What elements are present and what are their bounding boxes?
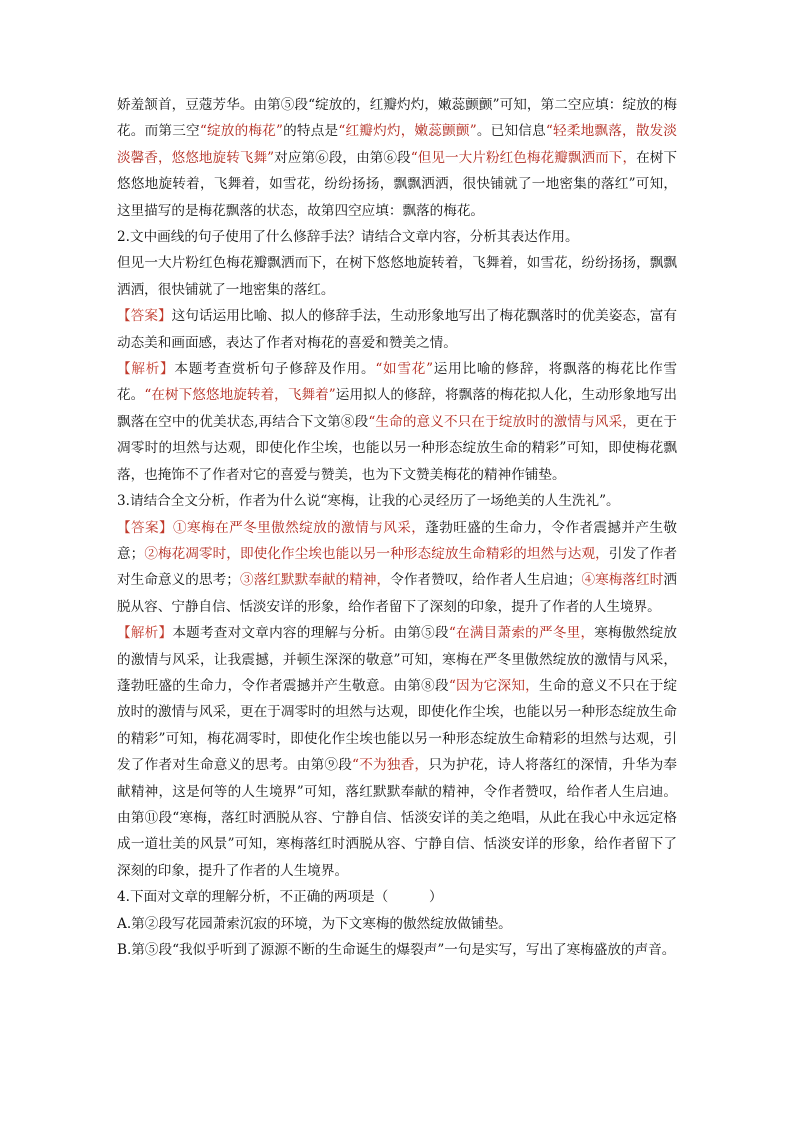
text-run: 洒脱从容、宁静自信、恬淡安详的形象，给作者留下了深刻的印象，提升了作者的人生境界。 (117, 572, 678, 615)
option-a (117, 911, 677, 937)
question-4 (117, 884, 677, 910)
highlighted-quote: “不为独香， (352, 757, 429, 774)
document-body (117, 92, 677, 963)
highlighted-quote: ②梅花凋零时，即使化作尘埃也能以另一种形态绽放生命精彩的坦然与达观， (144, 545, 609, 562)
text-run: 对应第⑥段，由第⑥段 (274, 149, 411, 166)
label-tag: 【解析】 (117, 361, 175, 378)
text-run: 3.请结合全文分析，作者为什么说“寒梅，让我的心灵经历了一场绝美的人生洗礼”。 (117, 493, 620, 510)
analysis-continued (117, 92, 677, 224)
text-run: 本题考查对文章内容的理解与分析。由第⑤段 (172, 625, 449, 642)
text-run: 在树下悠悠地旋转着，飞舞着，如雪花，纷纷扬扬，飘飘洒洒，很快铺就了一地密集的落红”可知，这里描写的是梅花飘落的状态，故第四空应填：飘落的梅花。 (117, 149, 678, 219)
text-run: 生命的意义不只在于绽放时的激情与风采，更在于凋零时的坦然与达观，即使化作尘埃，也能以另一种形态绽放生命的精彩”可知，梅花凋零时，即使化作尘埃也能以另一种形态绽放生命精彩的坦然与达观，引发了作者对生命意义的思考。由第⑨段 (117, 677, 677, 774)
text-run: 引发了作者对生命意义的思考； (117, 545, 678, 589)
text-run: 娇羞颔首，豆蔻芳华。由第⑤段“绽放的，红瓣灼灼，嫩蕊颤颤”可知，第二空应填：绽放的梅花。而第三空 (117, 97, 677, 140)
highlighted-quote: “生命的意义不只在于绽放时的激情与风采， (368, 413, 636, 430)
highlighted-quote: “红瓣灼灼，嫩蕊颤颤” (338, 123, 477, 140)
text-run: B.第⑤段“我似乎听到了源源不断的生命诞生的爆裂声”一句是实写，写出了寒梅盛放的声音。 (117, 942, 676, 958)
text-run: 。已知信息 (476, 123, 546, 140)
text-run: 但见一大片粉红色梅花瓣飘洒而下，在树下悠悠地旋转着，飞舞着，如雪花，纷纷扬扬，飘飘洒洒，很快铺就了一地密集的落红。 (117, 255, 677, 298)
highlighted-quote: “因为它深知， (448, 677, 539, 694)
text-run: 这句话运用比喻、拟人的修辞手法，生动形象地写出了梅花飘落时的优美姿态，富有动态美和画面感，表达了作者对梅花的喜爱和赞美之情。 (117, 308, 677, 351)
text-run: 令作者赞叹，给作者人生启迪； (390, 572, 582, 589)
explanation-3 (117, 620, 677, 884)
highlighted-quote: “在满目萧索的严冬里， (448, 625, 595, 642)
highlighted-quote: “但见一大片粉红色梅花瓣飘洒而下， (410, 149, 637, 166)
answer-3 (117, 515, 677, 621)
text-run: 蓬勃旺盛的生命力，令作者震撼并产生敬意； (117, 519, 678, 562)
text-run: A.第②段写花园萧索沉寂的环境，为下文寒梅的傲然绽放做铺垫。 (117, 915, 512, 932)
text-run: 本题考查赏析句子修辞及作用。 (174, 361, 376, 378)
highlighted-quote: ④寒梅落红时 (581, 572, 664, 589)
label-tag: 【解析】 (117, 625, 173, 642)
text-run: 4.下面对文章的理解分析，不正确的两项是（ ） (117, 889, 443, 906)
text-run: 的特点是 (282, 123, 339, 140)
highlighted-quote: “绽放的梅花” (199, 123, 283, 140)
question-3 (117, 488, 677, 514)
answer-2 (117, 303, 677, 356)
text-run: 只为护花，诗人将落红的深情，升华为奉献精神，这是何等的人生境界”可知，落红默默奉献的精神，令作者赞叹，给作者人生启迪。由第⑪段“寒梅，落红时洒脱从容、宁静自信、恬淡安详的美之绝唱，从此在我心中永远定格成一道壮美的风景”可知，寒梅落红时洒脱从容、宁静自信、恬淡安详的形象，给作者留下了深刻的印象，提升了作者的人生境界。 (117, 757, 677, 879)
text-run: 运用拟人的修辞，将飘落的梅花拟人化，生动形象地写出飘落在空中的优美状态,再结合下文第⑧段 (117, 387, 678, 430)
text-run: 2.文中画线的句子使用了什么修辞手法？请结合文章内容，分析其表达作用。 (117, 229, 579, 246)
label-tag: 【答案】 (117, 519, 174, 536)
question-2-quote (117, 250, 677, 303)
text-run: 运用比喻的修辞，将飘落的梅花比作雪花。 (117, 361, 678, 404)
option-b (117, 937, 677, 963)
text-run: 寒梅傲然绽放的激情与风采，让我震撼，并顿生深深的敬意”可知，寒梅在严冬里傲然绽放的激情与风采，蓬勃旺盛的生命力，令作者震撼并产生敬意。由第⑧段 (117, 625, 678, 694)
highlighted-quote: “如雪花” (375, 361, 434, 378)
text-run: 更在于凋零时的坦然与达观，即使化作尘埃，也能以另一种形态绽放生命的精彩”可知，即使梅花飘落，也掩饰不了作者对它的喜爱与赞美，也为下文赞美梅花的精神作铺垫。 (117, 413, 677, 483)
highlighted-quote: ③落红默默奉献的精神， (239, 572, 391, 589)
explanation-2 (117, 356, 677, 488)
highlighted-quote: “轻柔地飘落，散发淡淡馨香，悠悠地旋转飞舞” (117, 123, 678, 166)
highlighted-quote: ①寒梅在严冬里傲然绽放的激情与风采， (173, 519, 426, 536)
highlighted-quote: “在树下悠悠地旋转着，飞舞着” (144, 387, 336, 404)
question-2 (117, 224, 677, 250)
label-tag: 【答案】 (117, 308, 172, 325)
